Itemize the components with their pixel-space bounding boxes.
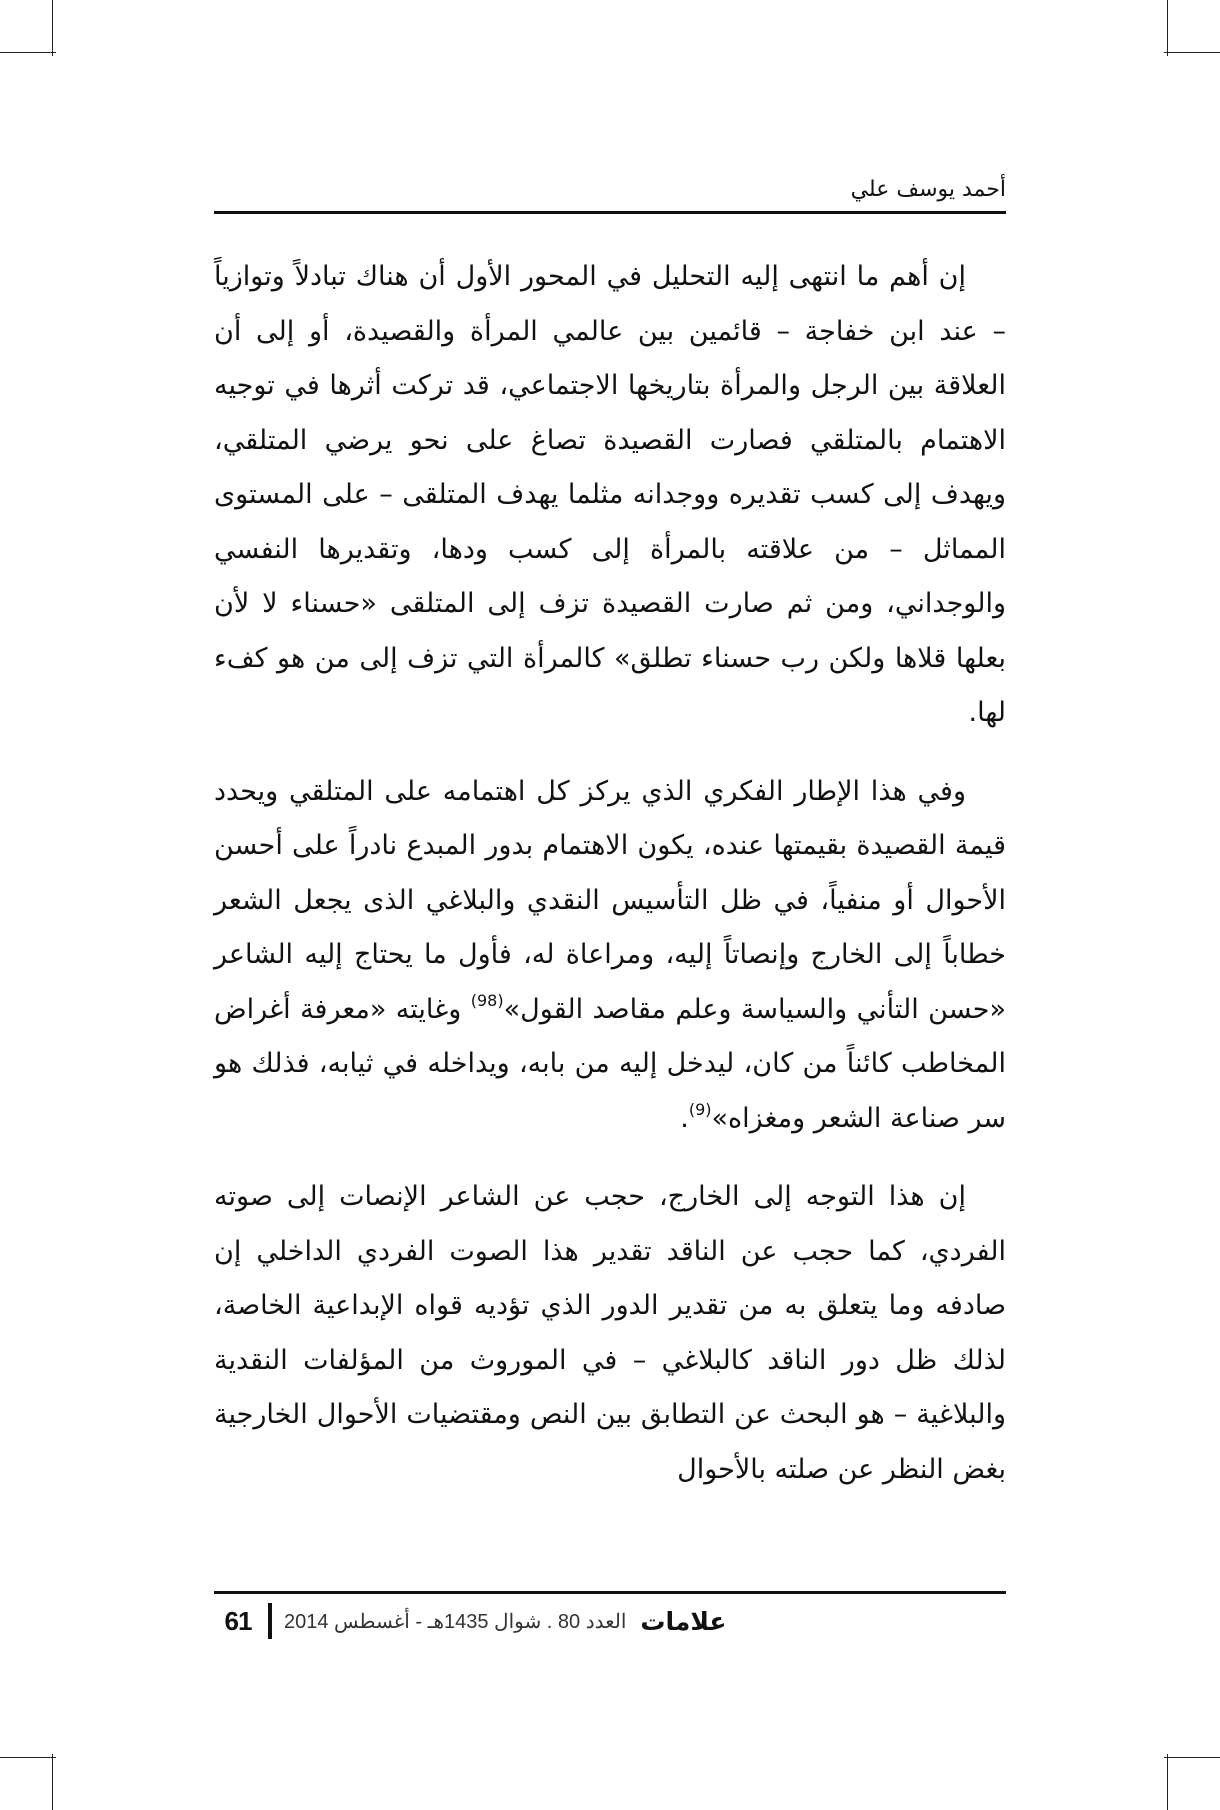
crop-mark-bottom-left-h <box>0 1757 56 1758</box>
page-number: 61 <box>224 1605 252 1636</box>
crop-mark-bottom-left-v <box>52 1754 53 1810</box>
running-head-author: أحمد يوسف علي <box>850 177 1006 202</box>
paragraph-1 <box>214 250 1006 741</box>
article-body <box>214 250 1006 1521</box>
footnote-ref-9[interactable]: (9) <box>688 1099 712 1119</box>
paragraph-3 <box>214 1170 1006 1497</box>
crop-mark-bottom-right-h <box>1164 1757 1220 1758</box>
crop-mark-top-right-h <box>1164 52 1220 53</box>
paragraph-text: إن هذا التوجه إلى الخارج، حجب عن الشاعر الإنصات إلى صوته الفردي، كما حجب عن الناقد تقدير هذا الصوت الفردي الداخلي إن صادفه وما يتعلق به من تقدير الدور الذي تؤديه قواه الإبداعية الخاصة، لذلك ظل دور الناقد كالبلاغي – في الموروث من المؤلفات النقدية والبلاغية – هو البحث عن التطابق بين النص ومقتضيات الأحوال الخارجية بغض النظر عن صلته بالأحوال <box>214 1181 1006 1485</box>
footer-rule <box>214 1591 1006 1594</box>
page-footer <box>214 1598 1006 1644</box>
crop-mark-top-left-h <box>0 52 56 53</box>
paragraph-text: وفي هذا الإطار الفكري الذي يركز كل اهتمامه على المتلقي ويحدد قيمة القصيدة بقيمتها عنده، يكون الاهتمام بدور المبدع نادراً على أحسن الأحوال أو منفياً، في ظل التأسيس النقدي والبلاغي الذى يجعل الشعر خطاباً إلى الخارج وإنصاتاً إليه، ومراعاة له، فأول ما يحتاج إليه الشاعر «حسن التأني والسياسة وعلم مقاصد القول» <box>214 775 1006 1025</box>
paragraph-text: . <box>680 1102 689 1134</box>
crop-mark-top-left-v <box>52 0 53 56</box>
paragraph-text: إن أهم ما انتهى إليه التحليل في المحور الأول أن هناك تبادلاً وتوازياً – عند ابن خفاجة – قائمين بين عالمي المرأة والقصيدة، أو إلى أن العلاقة بين الرجل والمرأة بتاريخها الاجتماعي، قد تركت أثرها في توجيه الاهتمام بالمتلقي فصارت القصيدة تصاغ على نحو يرضي المتلقي، ويهدف إلى كسب تقديره ووجدانه مثلما يهدف المتلقى – على المستوى المماثل – من علاقته بالمرأة إلى كسب ودها، وتقديرها النفسي والوجداني، ومن ثم صارت القصيدة تزف إلى المتلقى «حسناء لا لأن بعلها قلاها ولكن رب حسناء تطلق» كالمرأة التي تزف إلى من هو كفء لها. <box>214 261 1006 728</box>
footer-separator <box>268 1603 272 1639</box>
paragraph-2 <box>214 765 1006 1147</box>
crop-mark-bottom-right-v <box>1167 1754 1168 1810</box>
crop-mark-top-right-v <box>1167 0 1168 56</box>
paragraph-text: وغايته «معرفة أغراض المخاطب كائناً من كان، ليدخل إليه من بابه، ويداخله في ثيابه، فذلك هو سر صناعة الشعر ومغزاه» <box>214 993 1006 1134</box>
footnote-ref-98[interactable]: (98) <box>470 990 504 1010</box>
journal-logo: علامات <box>640 1606 727 1636</box>
header-rule <box>214 211 1006 214</box>
issue-info: العدد 80 . شوال 1435هـ - أغسطس 2014 <box>284 1610 627 1633</box>
